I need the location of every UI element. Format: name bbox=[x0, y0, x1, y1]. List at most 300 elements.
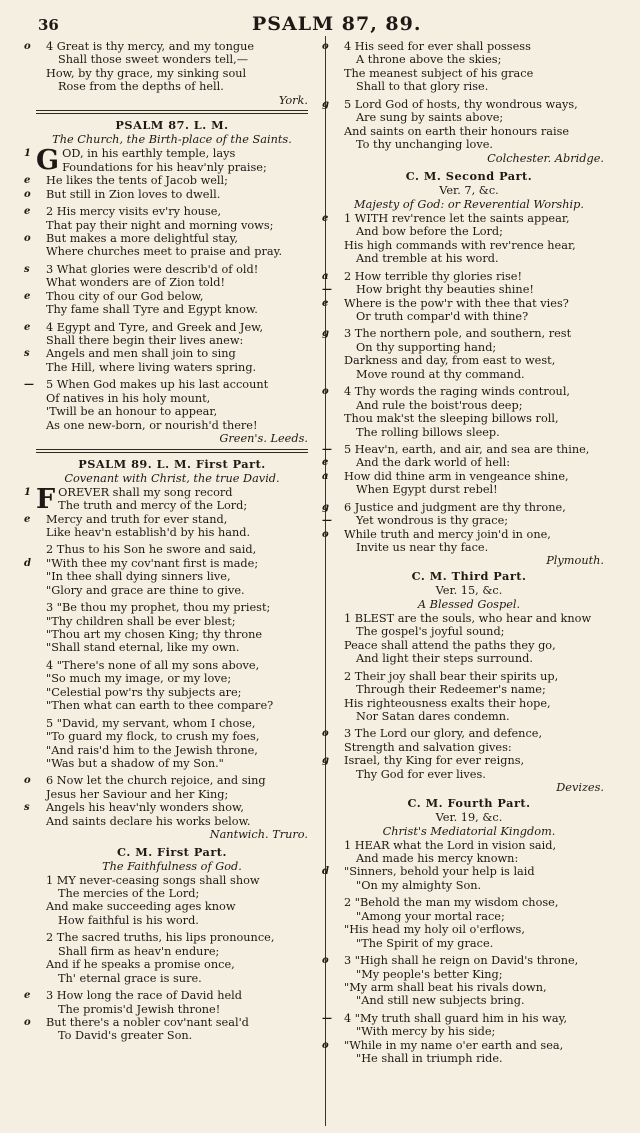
verse-line bbox=[322, 296, 604, 310]
verse-text: 1 WITH rev'rence let the saints appear, bbox=[344, 211, 570, 225]
verse-line bbox=[36, 584, 308, 597]
verse-line bbox=[36, 945, 308, 958]
dynamic-mark: o bbox=[322, 41, 329, 52]
verse-text: How did thine arm in vengeance shine, bbox=[344, 469, 569, 483]
running-head: PSALM 87, 89. bbox=[252, 13, 422, 35]
verse-line bbox=[36, 874, 308, 887]
verse-text: Israel, thy King for ever reigns, bbox=[344, 754, 525, 768]
dynamic-mark: s bbox=[24, 263, 30, 275]
verse-text: "Shall stand eternal, like my own. bbox=[46, 641, 240, 655]
verse-text: "Celestial pow'rs thy subjects are; bbox=[46, 685, 242, 699]
verse-text: To David's greater Son. bbox=[58, 1029, 193, 1043]
verse-line bbox=[334, 225, 604, 238]
verse-line bbox=[36, 900, 308, 913]
verse-text: "Among your mortal race; bbox=[356, 909, 505, 923]
verse-reference: Ver. 19, &c. bbox=[435, 810, 503, 824]
verse-line bbox=[36, 717, 308, 730]
verse-text: Strength and salvation gives: bbox=[344, 740, 512, 754]
verse-line bbox=[24, 989, 308, 1003]
cm-first-part-title: C. M. First Part. bbox=[117, 844, 227, 859]
verse-text: 3 The Lord our glory, and defence, bbox=[344, 727, 543, 741]
verse-text: But there's a nobler cov'nant seal'd bbox=[46, 1015, 249, 1029]
verse-text: And if he speaks a promise once, bbox=[46, 958, 235, 972]
verse-text: 2 Thus to his Son he swore and said, bbox=[46, 543, 257, 557]
verse-line bbox=[36, 1003, 308, 1016]
dynamic-mark: e bbox=[24, 990, 31, 1002]
verse-text: And rule the boist'rous deep; bbox=[356, 398, 523, 412]
verse-line bbox=[334, 252, 604, 265]
verse-text: His righteousness exalts their hope, bbox=[344, 696, 551, 710]
verse-line bbox=[36, 672, 308, 685]
margin-mark: 1 bbox=[24, 148, 31, 160]
dynamic-mark: o bbox=[24, 1016, 31, 1028]
psalm-89-verses bbox=[24, 512, 308, 829]
verse-line bbox=[36, 887, 308, 900]
verse-line bbox=[24, 174, 308, 188]
dynamic-mark: o bbox=[24, 775, 31, 787]
verse-text: What wonders are of Zion told! bbox=[46, 276, 226, 290]
cm-fourth-part-title: C. M. Fourth Part. bbox=[407, 795, 531, 810]
verse-text: 2 How terrible thy glories rise! bbox=[344, 269, 523, 283]
verse-text: 2 The sacred truths, his lips pronounce, bbox=[46, 931, 275, 945]
verse-line bbox=[36, 53, 308, 66]
verse-line bbox=[322, 327, 604, 341]
verse-line bbox=[334, 981, 604, 994]
verse-line bbox=[24, 378, 308, 392]
verse-text: 3 What glories were describ'd of old! bbox=[46, 262, 259, 276]
psalm-87-verses bbox=[24, 174, 308, 432]
verse-line bbox=[24, 512, 308, 526]
dynamic-mark: d bbox=[322, 866, 329, 878]
verse-line bbox=[322, 754, 604, 768]
verse-line bbox=[334, 341, 604, 354]
verse-line bbox=[36, 744, 308, 757]
tune-names: Nantwich. Truro. bbox=[209, 828, 308, 842]
verse-line bbox=[36, 958, 308, 971]
verse-text: 6 Justice and judgment are thy throne, bbox=[344, 500, 566, 514]
verse-text: "Thou art my chosen King; thy throne bbox=[46, 628, 263, 641]
tune-names: Colchester. Abridge. bbox=[487, 151, 604, 165]
verse-text: "Sinners, behold your help is laid bbox=[344, 865, 535, 879]
verse-line bbox=[36, 67, 308, 80]
verse-line bbox=[334, 111, 604, 124]
verse-text: 4 His seed for ever shall possess bbox=[344, 40, 531, 53]
verse-line bbox=[322, 211, 604, 225]
verse-text: His high commands with rev'rence hear, bbox=[344, 238, 576, 252]
tune-names: Plymouth. bbox=[546, 554, 604, 568]
verse-text: On thy supporting hand; bbox=[356, 340, 497, 354]
psalm-89-title: PSALM 89. L. M. First Part. bbox=[78, 456, 266, 471]
verse-text: Mercy and truth for ever stand, bbox=[46, 512, 228, 526]
dynamic-mark: e bbox=[24, 206, 31, 218]
verse-text: While truth and mercy join'd in one, bbox=[344, 527, 551, 541]
cm-second-part-subtitle: Majesty of God: or Reverential Worship. bbox=[354, 197, 584, 211]
dynamic-mark: o bbox=[322, 528, 329, 540]
dynamic-mark: — bbox=[322, 284, 332, 296]
verse-line bbox=[322, 500, 604, 514]
dynamic-mark: g bbox=[322, 755, 329, 767]
dynamic-mark: d bbox=[24, 557, 31, 569]
verse-text: 5 Heav'n, earth, and air, and sea are thine, bbox=[344, 442, 590, 456]
verse-line bbox=[36, 615, 308, 628]
dynamic-mark: e bbox=[322, 297, 329, 309]
verse-text: Thy God for ever lives. bbox=[356, 767, 486, 781]
verse-line bbox=[24, 205, 308, 219]
verse-text: 2 Their joy shall bear their spirits up, bbox=[344, 669, 559, 683]
verse-text: A throne above the skies; bbox=[356, 53, 502, 67]
continued-stanza bbox=[24, 40, 308, 94]
verse-line bbox=[36, 303, 308, 316]
verse-line bbox=[36, 1029, 308, 1042]
verse-line bbox=[322, 1038, 604, 1052]
verse-line bbox=[334, 483, 604, 496]
verse-text: And the dark world of hell: bbox=[356, 456, 511, 470]
verse-line bbox=[36, 686, 308, 699]
verse-text: "Then what can earth to thee compare? bbox=[46, 699, 274, 713]
dynamic-mark: e bbox=[24, 513, 31, 525]
verse-line bbox=[334, 80, 604, 93]
verse-line bbox=[36, 419, 308, 432]
dynamic-mark: o bbox=[24, 188, 31, 200]
verse-text: Darkness and day, from east to west, bbox=[344, 354, 556, 368]
verse-text: Thou city of our God below, bbox=[46, 289, 204, 303]
verse-line bbox=[334, 310, 604, 323]
dynamic-mark: g bbox=[322, 328, 329, 340]
verse-text: 1 BLEST are the souls, who hear and know bbox=[344, 611, 592, 625]
verse-line bbox=[322, 283, 604, 297]
verse-text: Of natives in his holy mount, bbox=[46, 391, 211, 405]
verse-line bbox=[36, 628, 308, 641]
verse-text: 4 Thy words the raging winds controul, bbox=[344, 385, 571, 399]
verse-text: And make succeeding ages know bbox=[46, 900, 236, 914]
verse-line bbox=[334, 239, 604, 252]
verse-line bbox=[322, 469, 604, 483]
psalm-87-subtitle: The Church, the Birth-place of the Saints. bbox=[52, 133, 292, 147]
verse-line bbox=[36, 815, 308, 828]
right-column bbox=[322, 40, 604, 1066]
dynamic-mark: — bbox=[322, 515, 332, 527]
cm-third-part-title: C. M. Third Part. bbox=[411, 568, 527, 583]
verse-line bbox=[334, 741, 604, 754]
verse-text: Thou mak'st the sleeping billows roll, bbox=[344, 412, 559, 426]
verse-text: "While in my name o'er earth and sea, bbox=[344, 1038, 564, 1052]
dynamic-mark: — bbox=[24, 379, 34, 391]
verse-line bbox=[36, 699, 308, 712]
verse-text: 3 The northern pole, and southern, rest bbox=[344, 327, 572, 341]
cm-second-part-title: C. M. Second Part. bbox=[405, 168, 533, 183]
section-rule bbox=[36, 449, 308, 453]
verse-line bbox=[334, 412, 604, 425]
dynamic-mark: — bbox=[322, 443, 332, 455]
verse-line bbox=[334, 612, 604, 625]
verse-line bbox=[24, 262, 308, 276]
tune-names: Devizes. bbox=[556, 781, 604, 795]
verse-line bbox=[24, 320, 308, 334]
verse-line bbox=[322, 456, 604, 470]
verse-text: And light their steps surround. bbox=[356, 652, 533, 666]
tune-names: Green's. Leeds. bbox=[219, 432, 308, 446]
verse-text: "Thy children shall be ever blest; bbox=[46, 614, 236, 628]
verse-line bbox=[36, 543, 308, 556]
verse-text: Shall there begin their lives anew: bbox=[46, 334, 244, 347]
verse-line bbox=[24, 801, 308, 815]
verse-text: The mercies of the Lord; bbox=[58, 887, 200, 900]
verse-text: Th' eternal grace is sure. bbox=[58, 971, 202, 985]
dynamic-mark: s bbox=[24, 802, 30, 814]
verse-text: "So much my image, or my love; bbox=[46, 672, 232, 686]
verse-text: Through their Redeemer's name; bbox=[356, 683, 546, 697]
verse-line bbox=[334, 768, 604, 781]
psalm-89-subtitle: Covenant with Christ, the true David. bbox=[64, 471, 280, 485]
verse-line bbox=[334, 879, 604, 892]
verse-line bbox=[322, 954, 604, 968]
verse-line bbox=[322, 442, 604, 456]
verse-text: 4 Egypt and Tyre, and Greek and Jew, bbox=[46, 320, 264, 334]
verse-text: That pay their night and morning vows; bbox=[46, 218, 274, 232]
verse-text: "My people's better King; bbox=[356, 967, 503, 981]
verse-line bbox=[334, 368, 604, 381]
verse-text: 'Twill be an honour to appear, bbox=[46, 405, 218, 419]
verse-line bbox=[334, 652, 604, 665]
verse-text: 1 HEAR what the Lord in vision said, bbox=[344, 838, 557, 852]
verse-text: And saints on earth their honours raise bbox=[344, 124, 570, 138]
cm-fourth-part-subtitle: Christ's Mediatorial Kingdom. bbox=[382, 824, 556, 838]
verse-line bbox=[36, 570, 308, 583]
verse-line bbox=[36, 405, 308, 418]
psalm-89-opening bbox=[24, 483, 308, 515]
verse-line bbox=[36, 245, 308, 258]
verse-text: Nor Satan dares condemn. bbox=[356, 709, 510, 723]
section-rule bbox=[36, 110, 308, 114]
verse-text: "My arm shall beat his rivals down, bbox=[344, 980, 547, 994]
verse-line bbox=[322, 40, 604, 53]
verse-text: Where churches meet to praise and pray. bbox=[46, 245, 283, 259]
verse-text: Invite us near thy face. bbox=[356, 541, 489, 554]
verse-line bbox=[334, 1025, 604, 1038]
verse-text: Like heav'n establish'd by his hand. bbox=[46, 525, 251, 539]
verse-text: Shall to that glory rise. bbox=[356, 80, 489, 94]
dynamic-mark: g bbox=[322, 501, 329, 513]
verse-text: As one new-born, or nourish'd there! bbox=[46, 418, 258, 432]
verse-text: "To guard my flock, to crush my foes, bbox=[46, 730, 260, 744]
verse-line bbox=[24, 187, 308, 201]
verse-text: And bow before the Lord; bbox=[356, 225, 503, 239]
verse-text: The rolling billows sleep. bbox=[356, 425, 500, 439]
verse-text: 4 "There's none of all my sons above, bbox=[46, 658, 260, 672]
dynamic-mark: o bbox=[24, 41, 31, 52]
verse-line bbox=[24, 556, 308, 570]
verse-line bbox=[334, 138, 604, 151]
verse-text: And saints declare his works below. bbox=[46, 814, 251, 828]
verse-line bbox=[36, 334, 308, 347]
verse-line bbox=[36, 730, 308, 743]
verse-line bbox=[24, 40, 308, 53]
psalm-87-opening bbox=[24, 145, 308, 177]
verse-text: He likes the tents of Jacob well; bbox=[46, 174, 228, 188]
verse-text: How bright thy beauties shine! bbox=[356, 283, 534, 297]
verse-line bbox=[322, 97, 604, 111]
verse-text: "His head my holy oil o'erflows, bbox=[344, 923, 525, 937]
verse-text: "On my almighty Son. bbox=[356, 878, 482, 892]
left-column bbox=[24, 40, 308, 1043]
verse-text: 2 "Behold the man my wisdom chose, bbox=[344, 896, 559, 910]
cm-second-part-verses bbox=[322, 211, 604, 555]
verse-text: The promis'd Jewish throne! bbox=[58, 1002, 221, 1016]
verse-text: Are sung by saints above; bbox=[356, 111, 504, 125]
verse-text: But still in Zion loves to dwell. bbox=[46, 187, 221, 201]
verse-line bbox=[334, 625, 604, 638]
verse-line: Foundations for his heav'nly praise; bbox=[62, 160, 267, 174]
verse-line bbox=[334, 541, 604, 554]
verse-text: Shall firm as heav'n endure; bbox=[58, 944, 220, 958]
cm-fourth-part-verses bbox=[322, 838, 604, 1066]
dynamic-mark: o bbox=[322, 1039, 329, 1051]
verse-line bbox=[36, 80, 308, 93]
verse-text: Rose from the depths of hell. bbox=[58, 80, 224, 94]
verse-text: "And rais'd him to the Jewish throne, bbox=[46, 743, 258, 757]
verse-line bbox=[36, 757, 308, 770]
verse-reference: Ver. 15, &c. bbox=[435, 583, 503, 597]
verse-line bbox=[334, 125, 604, 138]
verse-line bbox=[36, 601, 308, 614]
verse-line bbox=[36, 931, 308, 944]
verse-text: Jesus her Saviour and her King; bbox=[46, 787, 229, 801]
verse-text: "And still new subjects bring. bbox=[356, 994, 525, 1008]
verse-line bbox=[334, 910, 604, 923]
dynamic-mark: e bbox=[322, 212, 329, 224]
cm-first-part-subtitle: The Faithfulness of God. bbox=[102, 859, 242, 873]
verse-text: 3 How long the race of David held bbox=[46, 989, 243, 1003]
verse-text: "With thee my cov'nant first is made; bbox=[46, 556, 259, 570]
verse-text: Move round at thy command. bbox=[356, 367, 525, 381]
verse-text: And tremble at his word. bbox=[356, 252, 499, 266]
verse-line bbox=[334, 670, 604, 683]
dynamic-mark: e bbox=[24, 321, 31, 333]
verse-line bbox=[334, 639, 604, 652]
verse-text: Or truth compar'd with thine? bbox=[356, 310, 529, 323]
verse-text: When Egypt durst rebel! bbox=[356, 483, 498, 497]
verse-text: The gospel's joyful sound; bbox=[356, 625, 505, 639]
verse-line bbox=[36, 641, 308, 654]
cm-third-part-verses bbox=[322, 611, 604, 781]
verse-line bbox=[334, 710, 604, 723]
verse-text: The meanest subject of his grace bbox=[344, 66, 534, 80]
cm-first-part-verses bbox=[24, 873, 308, 1043]
verse-line bbox=[24, 347, 308, 361]
verse-line bbox=[322, 727, 604, 741]
verse-line bbox=[334, 994, 604, 1007]
verse-line bbox=[334, 1052, 604, 1065]
dynamic-mark: g bbox=[322, 98, 329, 110]
dynamic-mark: e bbox=[24, 290, 31, 302]
drop-cap: F bbox=[36, 483, 56, 515]
verse-line bbox=[36, 914, 308, 927]
verse-reference: Ver. 7, &c. bbox=[439, 183, 499, 197]
verse-line bbox=[322, 269, 604, 283]
dynamic-mark: e bbox=[24, 175, 31, 187]
dynamic-mark: o bbox=[322, 386, 329, 398]
verse-text: 4 "My truth shall guard him in his way, bbox=[344, 1011, 568, 1025]
verse-text: 3 "Be thou my prophet, thou my priest; bbox=[46, 601, 271, 615]
verse-text: Where is the pow'r with thee that vies? bbox=[344, 296, 569, 310]
tune-names: York. bbox=[278, 93, 308, 107]
verse-line bbox=[334, 399, 604, 412]
verse-text: "With mercy by his side; bbox=[356, 1025, 496, 1039]
verse-line bbox=[322, 527, 604, 541]
verse-line bbox=[334, 968, 604, 981]
verse-text: Angels his heav'nly wonders show, bbox=[46, 801, 244, 815]
verse-line bbox=[334, 67, 604, 80]
verse-text: "In thee shall dying sinners live, bbox=[46, 570, 231, 584]
verse-line bbox=[334, 426, 604, 439]
verse-text: 1 MY never-ceasing songs shall show bbox=[46, 873, 260, 887]
verse-line bbox=[36, 276, 308, 289]
verse-text: 6 Now let the church rejoice, and sing bbox=[46, 774, 266, 788]
verse-line: OD, in his earthly temple, lays bbox=[62, 147, 236, 161]
verse-text: "Was but a shadow of my Son." bbox=[46, 756, 224, 770]
verse-text: Thy fame shall Tyre and Egypt know. bbox=[46, 303, 258, 317]
verse-text: And made his mercy known: bbox=[356, 852, 519, 865]
verse-text: How faithful is his word. bbox=[58, 913, 199, 927]
verse-line bbox=[24, 289, 308, 303]
verse-text: 5 Lord God of hosts, thy wondrous ways, bbox=[344, 97, 578, 111]
verse-line bbox=[24, 231, 308, 245]
verse-line bbox=[36, 361, 308, 374]
verse-line bbox=[322, 1011, 604, 1025]
dynamic-mark: s bbox=[24, 348, 30, 360]
page-number: 36 bbox=[38, 16, 59, 34]
verse-line bbox=[36, 659, 308, 672]
verse-line bbox=[334, 53, 604, 66]
verse-line: The truth and mercy of the Lord; bbox=[58, 498, 248, 512]
psalm-87-title: PSALM 87. L. M. bbox=[115, 118, 229, 133]
verse-line bbox=[36, 526, 308, 539]
dynamic-mark: e bbox=[322, 457, 329, 469]
verse-text: "The Spirit of my grace. bbox=[356, 936, 494, 950]
dynamic-mark: a bbox=[322, 470, 329, 482]
verse-line bbox=[334, 697, 604, 710]
cm-third-part-subtitle: A Blessed Gospel. bbox=[417, 597, 521, 611]
verse-text: 5 "David, my servant, whom I chose, bbox=[46, 716, 256, 730]
verse-text: But makes a more delightful stay, bbox=[46, 231, 238, 245]
verse-text: The Hill, where living waters spring. bbox=[46, 360, 257, 374]
verse-line bbox=[322, 514, 604, 528]
verse-text: Peace shall attend the paths they go, bbox=[344, 638, 556, 652]
verse-line bbox=[334, 923, 604, 936]
verse-line bbox=[24, 1015, 308, 1029]
dynamic-mark: o bbox=[24, 232, 31, 244]
verse-line bbox=[334, 852, 604, 865]
verse-line bbox=[334, 937, 604, 950]
verse-text: To thy unchanging love. bbox=[356, 138, 494, 152]
verse-line bbox=[334, 354, 604, 367]
verse-text: Shall those sweet wonders tell,— bbox=[58, 53, 249, 67]
verse-text: Yet wondrous is thy grace; bbox=[356, 514, 509, 528]
verse-line bbox=[334, 683, 604, 696]
dynamic-mark: — bbox=[322, 1012, 332, 1024]
dynamic-mark: a bbox=[322, 270, 329, 282]
verse-line bbox=[334, 839, 604, 852]
dynamic-mark: o bbox=[322, 728, 329, 740]
verse-text: Angels and men shall join to sing bbox=[46, 347, 236, 361]
verse-line bbox=[322, 865, 604, 879]
margin-mark: 1 bbox=[24, 486, 31, 498]
verse-text: "Glory and grace are thine to give. bbox=[46, 583, 245, 597]
verse-line bbox=[36, 392, 308, 405]
verse-text: 3 "High shall he reign on David's throne, bbox=[344, 954, 579, 968]
verse-line bbox=[36, 219, 308, 232]
drop-cap: G bbox=[36, 145, 60, 177]
